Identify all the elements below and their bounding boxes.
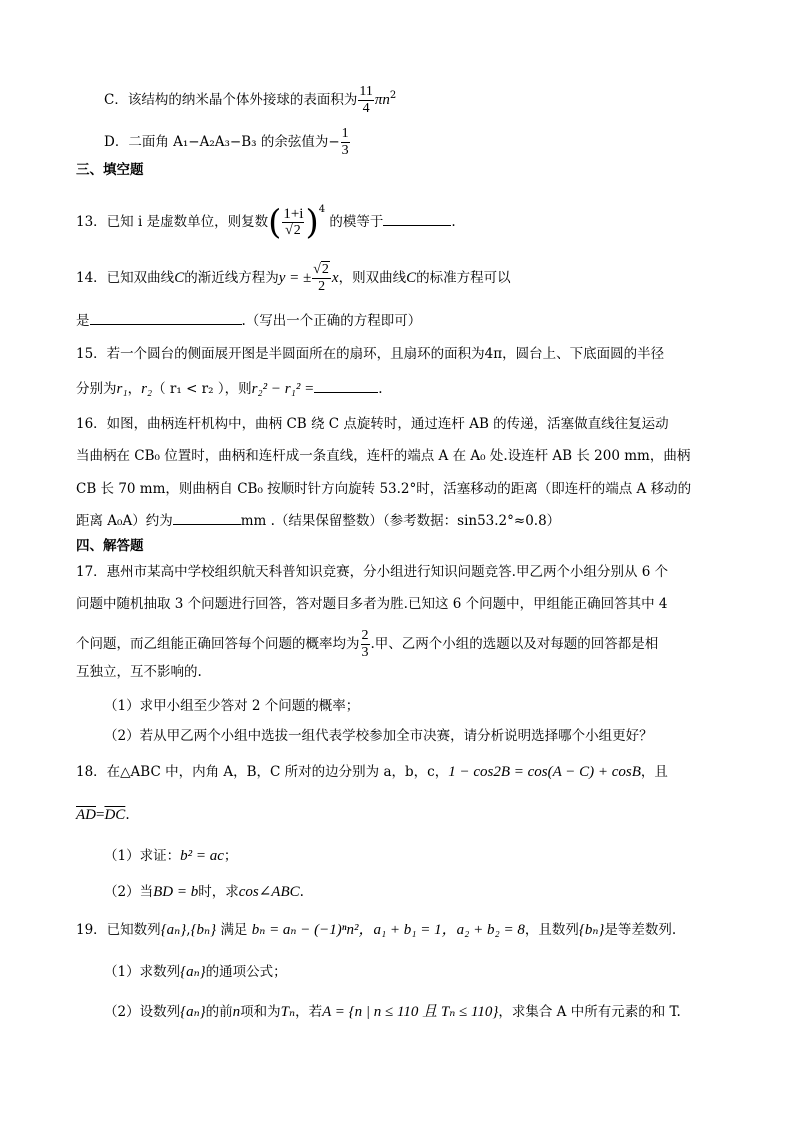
pi-n: πn <box>374 92 390 108</box>
equals-sign: = <box>96 807 105 823</box>
right-paren: ) <box>305 202 319 243</box>
question-19-part-1 <box>104 962 734 982</box>
q18-p1-text: （1）求证： <box>104 848 181 864</box>
r1: r₁ <box>116 381 128 397</box>
question-17-line-1: 17．惠州市某高中学校组织航天科普知识竞赛，分小组进行知识问题竞答.甲乙两个小组分别从 6 个 <box>76 564 669 580</box>
q12-option-d <box>104 126 734 159</box>
q19-p1-text-b: 的通项公式； <box>205 964 287 980</box>
q19-p2-text-a: （2）设数列 <box>104 1004 181 1020</box>
answer-blank-13[interactable] <box>383 211 451 226</box>
q15-text-a: 分别为 <box>76 381 117 397</box>
question-17-line-3 <box>76 628 734 661</box>
question-17-part-1: （1）求甲小组至少答对 2 个问题的概率； <box>104 698 360 714</box>
fraction-root2-2 <box>312 262 331 295</box>
q19-p1-text-a: （1）求数列 <box>104 964 181 980</box>
frac-den: 2 <box>318 279 326 294</box>
period: . <box>451 214 456 230</box>
q14-text-d: 的标准方程可以 <box>416 270 511 286</box>
exponent: 4 <box>318 204 326 215</box>
question-16-line-4 <box>76 510 734 531</box>
var-x: x <box>331 270 339 286</box>
section-heading-solutions: 四、解答题 <box>76 538 144 554</box>
q13-tail: 的模等于 <box>329 214 384 230</box>
q17-text-a: 个问题，而乙组能正确回答每个问题的概率均为 <box>76 636 360 652</box>
q13-text: 13．已知 i 是虚数单位，则复数 <box>76 214 269 230</box>
q19-text-a: 19．已知数列 <box>76 922 161 938</box>
fraction-1-3 <box>341 126 350 159</box>
comma: , <box>186 922 191 938</box>
answer-blank-14[interactable] <box>90 310 242 325</box>
set-a: A = {n | n ≤ 110 且 Tₙ ≤ 110} <box>322 1004 499 1020</box>
q12-d-text: D．二面角 A₁−A₂A₃−B₃ 的余弦值为− <box>104 134 340 150</box>
question-16-line-3: CB 长 70 mm，则曲柄自 CB₀ 按顺时针方向旋转 53.2°时，活塞移动的距离（即连杆的端点 A 移动的 <box>76 481 692 497</box>
fraction-2-3 <box>361 628 370 661</box>
vector-dc: $\overline{DC}$ <box>104 807 126 823</box>
q12-option-c <box>104 84 734 117</box>
frac-num: 11 <box>359 84 373 99</box>
q19-text-d: 是等差数列. <box>604 922 677 938</box>
fraction-1i-root2 <box>282 206 304 239</box>
frac-den: 3 <box>361 645 369 660</box>
q16-text-a: 距离 A₀A）约为 <box>76 513 173 529</box>
q19-text-c: ，且数列 <box>524 922 579 938</box>
var-c: C <box>406 270 417 286</box>
period: . <box>378 381 383 397</box>
q18-p2-text-a: （2）当 <box>104 884 154 900</box>
q18-p2-equation: BD = b <box>153 884 199 900</box>
question-17-line-4: 互独立，互不影响的. <box>76 664 202 680</box>
frac-num: 2 <box>361 628 369 643</box>
q18-p2-text-b: 时，求 <box>198 884 239 900</box>
question-16-line-2: 当曲柄在 CB₀ 位置时，曲柄和连杆成一条直线，连杆的端点 A 在 A₀ 处.设连杆 AB 长 200 mm，曲柄 <box>76 448 691 464</box>
frac-num: 1+i <box>283 206 304 222</box>
q14-text-e: 是 <box>76 313 90 329</box>
q19-equations: bₙ = aₙ − (−1)ⁿn²，a₁ + b₁ = 1，a₂ + b₂ = 8 <box>251 922 525 938</box>
question-18-part-1 <box>104 846 734 866</box>
q14-text-a: 14．已知双曲线 <box>76 270 175 286</box>
period: . <box>299 884 304 900</box>
question-17-part-2: （2）若从甲乙两个小组中选拔一组代表学校参加全市决赛，请分析说明选择哪个小组更好？ <box>104 728 653 744</box>
frac-num: 1 <box>341 126 349 141</box>
frac-den: 4 <box>362 101 370 116</box>
question-18-line-2 <box>76 805 734 825</box>
sequence-a: {aₙ} <box>160 922 187 938</box>
question-15-line-2: 分别为r₁，r₂（ r₁ < r₂ ），则r₂² − r₁² = . <box>76 378 734 399</box>
q18-text-b: ，且 <box>640 764 668 780</box>
sequence-b: {bₙ} <box>578 922 605 938</box>
q18-p2-target: cos∠ABC <box>238 884 300 900</box>
q15-expression: r₂² − r₁² = <box>251 381 315 397</box>
var-n: n <box>232 1004 241 1020</box>
var-tn: Tₙ <box>280 1004 296 1020</box>
q15-condition: （ r₁ < r₂ ），则 <box>152 381 252 397</box>
question-17-line-2: 问题中随机抽取 3 个问题进行回答，答对题目多者为胜.已知这 6 个问题中，甲组能正确回答其中 4 <box>76 596 668 612</box>
sequence-b: {bₙ} <box>190 922 217 938</box>
question-13 <box>76 200 734 243</box>
q18-text-a: 18．在△ABC 中，内角 A，B，C 所对的边分别为 a，b，c， <box>76 764 449 780</box>
q16-text-b: mm .（结果保留整数）（参考数据：sin53.2°≈0.8） <box>240 513 561 529</box>
q19-p2-text-c: 项和为 <box>240 1004 281 1020</box>
q17-text-b: .甲、乙两个小组的选题以及对每题的回答都是相 <box>370 636 659 652</box>
q19-p2-text-e: ，求集合 A 中所有元素的和 T. <box>498 1004 681 1020</box>
answer-blank-15[interactable] <box>314 378 378 393</box>
period: . <box>125 807 130 823</box>
var-c: C <box>174 270 185 286</box>
q19-p2-text-b: 的前 <box>205 1004 233 1020</box>
question-14-line-1 <box>76 262 734 295</box>
semicolon: ； <box>223 848 238 864</box>
q18-equation: 1 − cos2B = cos(A − C) + cosB <box>448 764 641 780</box>
vector-ad: $\overline{AD}$ <box>76 807 96 823</box>
q19-p2-text-d: ，若 <box>295 1004 323 1020</box>
q14-text-c: ，则双曲线 <box>338 270 407 286</box>
answer-blank-16[interactable] <box>173 510 241 525</box>
q19-text-b: 满足 <box>220 922 248 938</box>
sequence-a: {aₙ} <box>180 964 206 980</box>
question-16-line-1: 16．如图，曲柄连杆机构中，曲柄 CB 绕 C 点旋转时，通过连杆 AB 的传递，活塞做直线往复运动 <box>76 416 669 432</box>
exponent: 2 <box>389 90 397 101</box>
question-19-part-2 <box>104 1002 734 1022</box>
q18-p1-equation: b² = ac <box>180 848 224 864</box>
question-18-part-2 <box>104 882 734 902</box>
frac-num: √2 <box>313 262 329 277</box>
question-14-line-2 <box>76 310 734 331</box>
q14-text-b: 的渐近线方程为 <box>184 270 279 286</box>
question-18-line-1 <box>76 762 734 782</box>
r2: r₂ <box>141 381 153 397</box>
question-15-line-1: 15．若一个圆台的侧面展开图是半圆面所在的扇环，且扇环的面积为4π，圆台上、下底面圆的半径 <box>76 346 665 362</box>
radicand: 2 <box>293 223 301 238</box>
frac-den: 3 <box>341 143 349 158</box>
asymptote-lhs: y = ± <box>278 270 312 286</box>
q12-c-text: C．该结构的纳米晶个体外接球的表面积为 <box>104 92 358 108</box>
question-19-line-1 <box>76 920 734 940</box>
fraction-11-4 <box>358 84 373 117</box>
sequence-a: {aₙ} <box>180 1004 206 1020</box>
q14-text-f: .（写出一个正确的方程即可） <box>241 313 422 329</box>
frac-den: √2 <box>285 223 301 238</box>
left-paren: ( <box>268 202 282 243</box>
radicand: 2 <box>321 262 329 277</box>
section-heading-fill-blank: 三、填空题 <box>76 162 144 178</box>
